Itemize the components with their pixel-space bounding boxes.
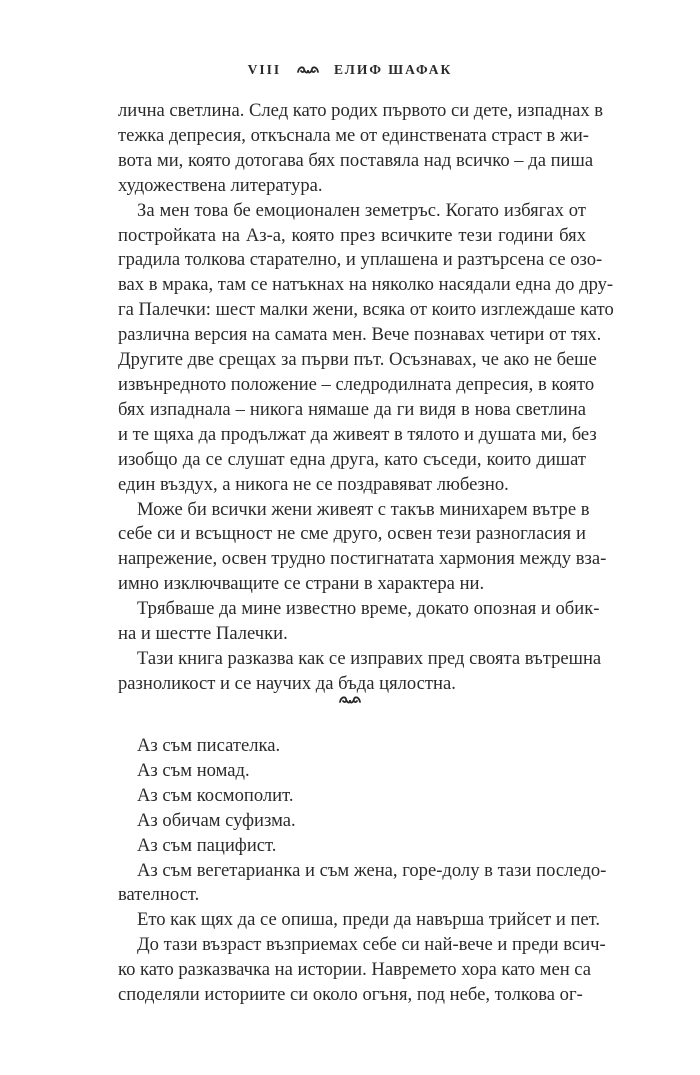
text-line: споделяли историите си около огъня, под небе, толкова ог- bbox=[118, 984, 583, 1006]
text-line: имно изключващите се страни в характера ни. bbox=[118, 573, 485, 595]
paragraph bbox=[118, 734, 586, 759]
paragraph bbox=[118, 99, 604, 199]
text-line: на и шестте Палечки. bbox=[118, 623, 288, 645]
running-head bbox=[0, 60, 700, 81]
paragraph bbox=[118, 834, 586, 859]
section-break bbox=[0, 692, 700, 708]
paragraph bbox=[118, 809, 586, 834]
text-line: Аз обичам суфизма. bbox=[137, 809, 296, 831]
paragraph bbox=[118, 933, 606, 1008]
text-line: напрежение, освен трудно постигнатата хармония между вза- bbox=[118, 548, 607, 570]
text-line: тежка депресия, откъснала ме от единствената страст в жи- bbox=[118, 124, 589, 146]
paragraph bbox=[118, 859, 607, 909]
text-line: и те щяха да продължат да живеят в тялото и душата ми, без bbox=[118, 423, 597, 445]
text-line: ко като разказвачка на истории. Навремето хора като мен са bbox=[118, 959, 592, 981]
page-number: VIII bbox=[247, 62, 282, 77]
text-line: Трябваше да мине известно време, докато опозная и обик- bbox=[137, 598, 600, 620]
text-line: художествена литература. bbox=[118, 174, 323, 196]
paragraph bbox=[118, 759, 586, 784]
text-line: разноликост и се научих да бъда цялостна. bbox=[118, 672, 456, 694]
paragraph bbox=[118, 597, 600, 647]
text-line: един въздух, а никога не се поздравяват любезно. bbox=[118, 473, 509, 495]
text-line: Аз съм космополит. bbox=[137, 784, 294, 806]
text-line: различна версия на самата мен. Вече познавах четири от тях. bbox=[118, 324, 602, 346]
text-line: бях изпаднала – никога нямаше да ги видя в нова светлина bbox=[118, 398, 586, 420]
text-line: извънредното положение – следродилната депресия, в която bbox=[118, 373, 595, 395]
paragraph bbox=[118, 908, 601, 933]
text-line: постройката на Аз-а, която през всичките тези години бях bbox=[118, 224, 586, 246]
paragraph bbox=[118, 199, 614, 498]
text-line: Може би всички жени живеят с такъв минихарем вътре в bbox=[137, 498, 590, 520]
text-line: Другите две срещах за първи път. Осъзнавах, че ако не беше bbox=[118, 349, 597, 371]
text-section-1 bbox=[118, 99, 614, 697]
paragraph bbox=[118, 647, 602, 697]
text-line: За мен това бе емоционален земетръс. Когато избягах от bbox=[137, 199, 586, 221]
text-line: изобщо да се слушат една друга, като съседи, които дишат bbox=[118, 448, 586, 470]
text-line: лична светлина. След като родих първото си дете, изпаднах в bbox=[118, 100, 604, 121]
text-line: До тази възраст възприемах себе си най-вече и преди всич- bbox=[137, 934, 606, 956]
text-line: Тази книга разказва как се изправих пред своята вътрешна bbox=[137, 647, 602, 669]
text-line: Аз съм писателка. bbox=[137, 735, 281, 756]
text-line: вота ми, която дотогава бях поставяла над всичко – да пиша bbox=[118, 149, 594, 171]
text-line: Аз съм пацифист. bbox=[137, 834, 277, 856]
paragraph bbox=[118, 498, 607, 598]
text-line: градила толкова старателно, и уплашена и разтърсена се озо- bbox=[118, 249, 603, 271]
author-name: ЕЛИФ ШАФАК bbox=[333, 62, 453, 77]
paragraph bbox=[118, 784, 586, 809]
text-line: Аз съм номад. bbox=[137, 759, 250, 781]
text-line: вах в мрака, там се натъкнах на няколко насядали една до дру- bbox=[118, 274, 614, 296]
text-line: вателност. bbox=[118, 884, 200, 906]
text-section-2 bbox=[118, 734, 607, 1008]
text-line: Ето как щях да се опиша, преди да навърша трийсет и пет. bbox=[137, 909, 601, 931]
fleuron-icon bbox=[339, 692, 361, 709]
fleuron-icon bbox=[297, 61, 319, 81]
text-line: Аз съм вегетарианка и съм жена, горе-долу в тази последо- bbox=[137, 859, 607, 881]
text-line: себе си и всъщност не сме друго, освен тези разногласия и bbox=[118, 523, 586, 545]
text-line: га Палечки: шест малки жени, всяка от които изглеждаше като bbox=[118, 299, 614, 321]
